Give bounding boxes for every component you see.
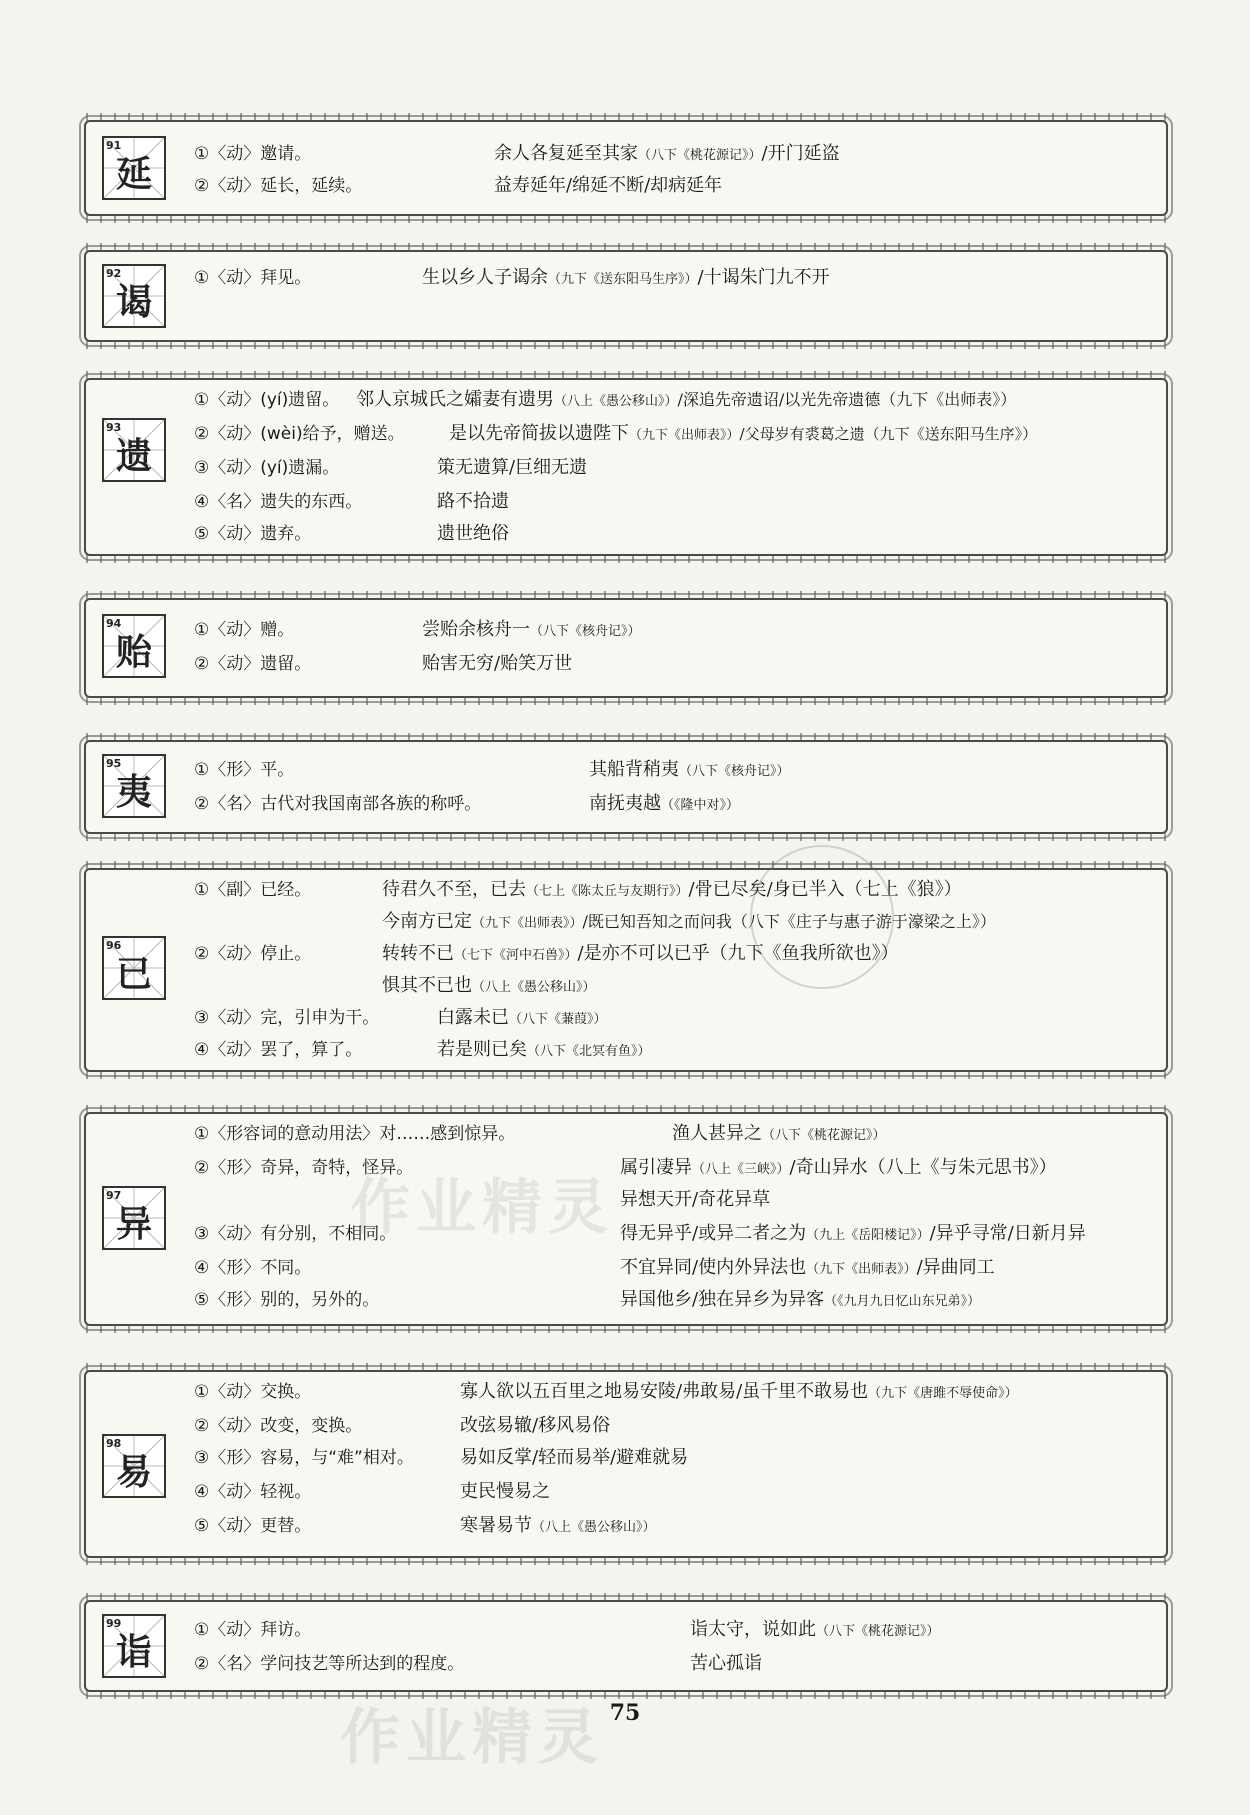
char-box xyxy=(102,754,166,818)
sense-row xyxy=(194,1378,1152,1406)
sense-row xyxy=(194,1478,1152,1506)
example-text: 改弦易辙/移风易俗 xyxy=(460,1415,611,1436)
sense-label: ②〈动〉遗留。 xyxy=(194,654,312,674)
sense-row xyxy=(194,1512,1152,1540)
example-source: （九下《唐雎不辱使命》） xyxy=(868,1386,1018,1401)
example-text: 尝贻余核舟一 xyxy=(422,619,530,640)
example-more: /奇山异水（八上《与朱元思书》） xyxy=(789,1157,1057,1178)
entry-94 xyxy=(84,598,1168,698)
example-text: 其船背稍夷 xyxy=(589,759,679,780)
example xyxy=(672,1120,886,1150)
example-text: 余人各复延至其家 xyxy=(494,143,638,164)
sense-label: ⑤〈动〉更替。 xyxy=(194,1516,312,1536)
example xyxy=(422,264,830,294)
entry-number: 94 xyxy=(106,617,122,630)
example xyxy=(494,172,722,200)
example-more: /骨已尽矣/身已半入（七上《狼》） xyxy=(688,879,962,900)
example xyxy=(437,520,509,548)
example xyxy=(422,616,641,646)
sense-row xyxy=(194,1286,1152,1314)
example-text: 策无遗算/巨细无遗 xyxy=(437,457,588,478)
entry-97 xyxy=(84,1112,1168,1326)
entry-number: 93 xyxy=(106,421,122,434)
sense-label: ②〈形〉奇异，奇特，怪异。 xyxy=(194,1158,414,1178)
entry-number: 95 xyxy=(106,757,122,770)
example xyxy=(382,908,996,938)
example-text: 属引凄异 xyxy=(620,1157,692,1178)
entry-number: 92 xyxy=(106,267,122,280)
example xyxy=(460,1478,550,1506)
example xyxy=(690,1616,940,1646)
example-source: （七下《河中石兽》） xyxy=(454,948,578,963)
sense-row xyxy=(194,172,1152,200)
sense-label: ①〈动〉邀请。 xyxy=(194,144,312,164)
example-text: 渔人甚异之 xyxy=(672,1123,762,1144)
entry-number: 91 xyxy=(106,139,122,152)
entry-99 xyxy=(84,1600,1168,1692)
example-source: （八上《愚公移山》） xyxy=(472,980,596,995)
sense-label: ⑤〈动〉遗弃。 xyxy=(194,524,312,544)
example-text: 异国他乡/独在异乡为异客 xyxy=(620,1289,825,1310)
example xyxy=(620,1186,770,1214)
example-text: 南抚夷越 xyxy=(589,793,661,814)
example-text: 吏民慢易之 xyxy=(460,1481,550,1502)
sense-label: ②〈动〉停止。 xyxy=(194,944,312,964)
example xyxy=(437,488,509,516)
example-source: （八下《核舟记》） xyxy=(679,764,790,779)
headword: 延 xyxy=(115,153,152,195)
example xyxy=(690,1650,762,1678)
char-box xyxy=(102,1186,166,1250)
example-text: 苦心孤诣 xyxy=(690,1653,762,1674)
sense-label: ①〈副〉已经。 xyxy=(194,880,312,900)
sense-label: ③〈动〉完，引申为干。 xyxy=(194,1008,380,1028)
example-text: 遗世绝俗 xyxy=(437,523,509,544)
sense-label: ①〈动〉(yí)遗留。 xyxy=(194,390,340,410)
char-box xyxy=(102,1434,166,1498)
sense-row xyxy=(194,520,1152,548)
headword: 谒 xyxy=(115,281,152,323)
example-text: 诣太守，说如此 xyxy=(690,1619,816,1640)
sense-label: ③〈形〉容易，与“难”相对。 xyxy=(194,1448,414,1468)
example-source: （九下《出师表》） xyxy=(806,1262,917,1277)
example-source: （九下《出师表》） xyxy=(472,916,583,931)
sense-row xyxy=(194,1444,1152,1472)
sense-row xyxy=(194,1120,1152,1148)
sense-label: ②〈动〉改变，变换。 xyxy=(194,1416,363,1436)
example-text: 生以乡人子谒余 xyxy=(422,267,548,288)
example-text: 邻人京城氏之孀妻有遗男 xyxy=(356,389,554,410)
sense-label: ①〈动〉交换。 xyxy=(194,1382,312,1402)
example-source: （九上《岳阳楼记》） xyxy=(806,1228,930,1243)
example xyxy=(460,1444,688,1472)
example-more: /异曲同工 xyxy=(916,1257,995,1278)
headword: 异 xyxy=(115,1203,152,1245)
example xyxy=(437,454,587,482)
sense-label: ④〈动〉罢了，算了。 xyxy=(194,1040,363,1060)
example-source: （八上《愚公移山》） xyxy=(554,394,678,409)
example-text: 益寿延年/绵延不断/却病延年 xyxy=(494,175,723,196)
example xyxy=(494,140,840,170)
char-box xyxy=(102,614,166,678)
sense-label: ②〈名〉古代对我国南部各族的称呼。 xyxy=(194,794,482,814)
example-text: 今南方已定 xyxy=(382,911,472,932)
example-text: 是以先帝简拔以遗陛下 xyxy=(449,423,629,444)
example-text: 寡人欲以五百里之地易安陵/弗敢易/虽千里不敢易也 xyxy=(460,1381,869,1402)
sense-label: ①〈动〉拜见。 xyxy=(194,268,312,288)
example-source: （八下《蒹葭》） xyxy=(509,1012,607,1027)
example-more: /异乎寻常/日新月异 xyxy=(929,1223,1086,1244)
sense-row xyxy=(194,972,1152,1000)
example-source: （《九月九日忆山东兄弟》） xyxy=(824,1294,981,1309)
entry-96 xyxy=(84,868,1168,1072)
sense-label: ①〈形〉平。 xyxy=(194,760,295,780)
headword: 易 xyxy=(115,1451,152,1493)
example-text: 易如反掌/轻而易举/避难就易 xyxy=(460,1447,689,1468)
example xyxy=(460,1512,656,1542)
sense-row xyxy=(194,616,1152,644)
sense-row xyxy=(194,1220,1152,1248)
example xyxy=(437,1036,651,1066)
entry-95 xyxy=(84,740,1168,834)
sense-label: ③〈动〉(yí)遗漏。 xyxy=(194,458,340,478)
example-source: （九下《送东阳马生序》） xyxy=(548,272,698,287)
sense-row xyxy=(194,1004,1152,1032)
example-more: /深追先帝遗诏/以光先帝遗德（九下《出师表》） xyxy=(677,390,1017,409)
sense-label: ③〈动〉有分别，不相同。 xyxy=(194,1224,397,1244)
entry-98 xyxy=(84,1370,1168,1558)
sense-row xyxy=(194,1036,1152,1064)
example-text: 异想天开/奇花异草 xyxy=(620,1189,771,1210)
stamp-watermark xyxy=(750,845,894,989)
example xyxy=(460,1378,1018,1408)
example-source: （八下《北冥有鱼》） xyxy=(527,1044,651,1059)
sense-label: ⑤〈形〉别的，另外的。 xyxy=(194,1290,380,1310)
char-box xyxy=(102,418,166,482)
example-text: 得无异乎/或异二者之为 xyxy=(620,1223,807,1244)
sense-label: ②〈动〉(wèi)给予，赠送。 xyxy=(194,424,405,444)
sense-label: ④〈名〉遗失的东西。 xyxy=(194,492,363,512)
headword: 已 xyxy=(115,953,152,995)
sense-label: ①〈动〉拜访。 xyxy=(194,1620,312,1640)
sense-row xyxy=(194,1412,1152,1440)
watermark-text: 作业精灵 xyxy=(340,1703,604,1773)
sense-label: ②〈名〉学问技艺等所达到的程度。 xyxy=(194,1654,465,1674)
sense-row xyxy=(194,650,1152,678)
entry-93 xyxy=(84,378,1168,556)
example-source: （八下《桃花源记》） xyxy=(816,1624,940,1639)
sense-row xyxy=(194,940,1152,968)
sense-label: ④〈动〉轻视。 xyxy=(194,1482,312,1502)
example xyxy=(460,1412,610,1440)
sense-row xyxy=(194,488,1152,516)
example-more: /十谒朱门九不开 xyxy=(697,267,830,288)
headword: 夷 xyxy=(115,771,152,813)
example xyxy=(589,790,739,820)
sense-row xyxy=(194,756,1152,784)
example-source: （八下《桃花源记》） xyxy=(638,148,762,163)
example-text: 寒暑易节 xyxy=(460,1515,532,1536)
example xyxy=(620,1220,1086,1250)
sense-row xyxy=(194,386,1152,414)
headword: 遗 xyxy=(115,435,152,477)
char-box xyxy=(102,136,166,200)
sense-label: ①〈形容词的意动用法〉对……感到惊异。 xyxy=(194,1124,516,1144)
example xyxy=(620,1286,980,1316)
entry-number: 96 xyxy=(106,939,122,952)
example-source: （八上《三峡》） xyxy=(692,1162,790,1177)
example xyxy=(620,1154,1057,1184)
sense-row xyxy=(194,420,1152,448)
sense-row xyxy=(194,876,1152,904)
sense-row xyxy=(194,908,1152,936)
example-source: （八下《桃花源记》） xyxy=(762,1128,886,1143)
char-box xyxy=(102,936,166,1000)
example-more: /既已知吾知之而问我（八下《庄子与惠子游于濠梁之上》） xyxy=(582,912,996,931)
entry-number: 98 xyxy=(106,1437,122,1450)
sense-row xyxy=(194,1154,1152,1182)
example-source: （九下《出师表》） xyxy=(629,428,740,443)
example-text: 转转不已 xyxy=(382,943,454,964)
example-text: 若是则已矣 xyxy=(437,1039,527,1060)
example-more: /父母岁有裘葛之遗（九下《送东阳马生序》） xyxy=(739,425,1038,443)
example-more: /是亦不可以已乎（九下《鱼我所欲也》） xyxy=(577,943,899,964)
example-text: 贻害无穷/贻笑万世 xyxy=(422,653,573,674)
example xyxy=(589,756,790,786)
example xyxy=(356,386,1016,416)
entry-number: 99 xyxy=(106,1617,122,1630)
example xyxy=(382,972,596,1002)
headword: 贻 xyxy=(115,631,152,673)
example xyxy=(620,1254,995,1284)
headword: 诣 xyxy=(115,1631,152,1673)
example-source: （八下《核舟记》） xyxy=(530,624,641,639)
example-source: （八上《愚公移山》） xyxy=(532,1520,656,1535)
sense-label: ②〈动〉延长，延续。 xyxy=(194,176,363,196)
sense-row xyxy=(194,1650,1152,1678)
example-text: 惧其不已也 xyxy=(382,975,472,996)
entry-number: 97 xyxy=(106,1189,122,1202)
sense-label: ④〈形〉不同。 xyxy=(194,1258,312,1278)
page-number: 75 xyxy=(609,1700,641,1726)
sense-row xyxy=(194,1186,1152,1214)
example-text: 白露未已 xyxy=(437,1007,509,1028)
example-text: 路不拾遗 xyxy=(437,491,509,512)
example-source: （《隆中对》） xyxy=(661,798,740,813)
entry-91 xyxy=(84,120,1168,216)
sense-label: ①〈动〉赠。 xyxy=(194,620,295,640)
example-text: 待君久不至，已去 xyxy=(382,879,526,900)
example-more: /开门延盗 xyxy=(761,143,840,164)
example xyxy=(437,1004,607,1034)
sense-row xyxy=(194,140,1152,168)
sense-row xyxy=(194,790,1152,818)
example xyxy=(422,650,572,678)
sense-row xyxy=(194,1616,1152,1644)
char-box xyxy=(102,1614,166,1678)
example-text: 不宜异同/使内外异法也 xyxy=(620,1257,807,1278)
example xyxy=(449,420,1037,450)
sense-row xyxy=(194,1254,1152,1282)
sense-row xyxy=(194,454,1152,482)
entry-92 xyxy=(84,250,1168,342)
sense-row xyxy=(194,264,1152,292)
example-source: （七上《陈太丘与友期行》） xyxy=(526,884,689,899)
char-box xyxy=(102,264,166,328)
